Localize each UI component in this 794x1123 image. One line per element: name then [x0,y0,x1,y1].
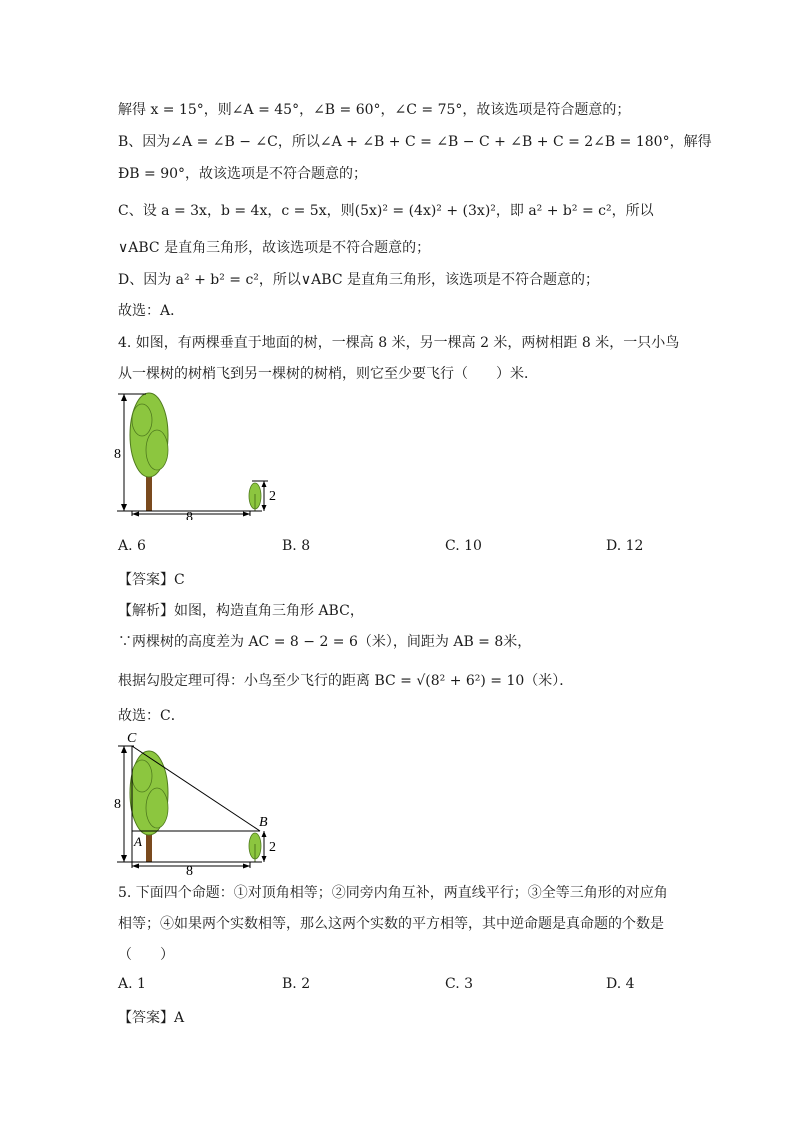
question-5-stem-3: （ ） [118,947,174,963]
explanation-line-1: 【解析】如图，构造直角三角形 ABC， [118,603,364,619]
option-b: B. 8 [282,538,311,554]
point-c-label: C [127,731,137,746]
tree-figure-2 [112,728,292,876]
tall-tree-icon [130,393,168,511]
solution-line-d: D、因为 a² + b² = c²，所以∨ABC 是直角三角形，该选项是不符合题意的； [118,272,599,288]
option-a: A. 1 [118,976,146,992]
option-c: C. 3 [445,976,474,992]
option-d: D. 12 [606,538,644,554]
explanation-line-3: 根据勾股定理可得：小鸟至少飞行的距离 BC = √(8² + 6²) = 10（米）． [118,673,574,689]
option-d: D. 4 [606,976,635,992]
option-c: C. 10 [445,538,482,554]
small-tree-icon [249,833,261,862]
small-tree-icon [249,483,261,511]
height-label: 8 [114,447,121,462]
point-a-label: A [134,834,142,849]
explanation-line-4: 故选：C． [118,708,185,724]
base-label: 8 [186,510,193,520]
question-4-answer: 【答案】C [118,572,185,588]
question-4-stem-1: 4. 如图，有两棵垂直于地面的树，一棵高 8 米，另一棵高 2 米，两树相距 8 米，一只小鸟 [118,335,680,351]
question-5-stem-2: 相等；④如果两个实数相等，那么这两个实数的平方相等，其中逆命题是真命题的个数是 [118,916,664,932]
solution-line-b: B、因为∠A = ∠B − ∠C，所以∠A + ∠B + C = ∠B − C + ∠B + C = 2∠B = 180°，解得 [118,134,712,150]
base-label: 8 [186,864,193,876]
solution-line-1: 解得 x = 15°，则∠A = 45°，∠B = 60°，∠C = 75°，故该选项是符合题意的； [118,102,631,118]
question-4-options [118,538,678,558]
small-height-label: 2 [269,489,276,504]
tree-figure-1 [112,390,292,520]
question-5-stem-1: 5. 下面四个命题：①对顶角相等；②同旁内角互补，两直线平行；③全等三角形的对应角 [118,885,668,901]
small-height-label: 2 [269,840,276,855]
point-b-label: B [259,815,268,830]
solution-line-c-cont: ∨ABC 是直角三角形，故该选项是不符合题意的； [118,240,431,256]
answer-choice-line: 故选：A． [118,303,185,319]
question-4-stem-2: 从一棵树的树梢飞到另一棵树的树梢，则它至少要飞行（ ）米． [118,366,538,382]
question-5-options [118,976,678,996]
option-b: B. 2 [282,976,311,992]
solution-line-b-cont: ÐB = 90°，故该选项是不符合题意的； [118,166,368,182]
height-label: 8 [114,797,121,812]
solution-line-c: C、设 a = 3x，b = 4x，c = 5x，则(5x)² = (4x)² + (3x)²，即 a² + b² = c²，所以 [118,203,654,219]
explanation-line-2: ∵两棵树的高度差为 AC = 8 − 2 = 6（米），间距为 AB = 8米， [118,634,532,650]
option-a: A. 6 [118,538,146,554]
question-5-answer: 【答案】A [118,1010,185,1026]
